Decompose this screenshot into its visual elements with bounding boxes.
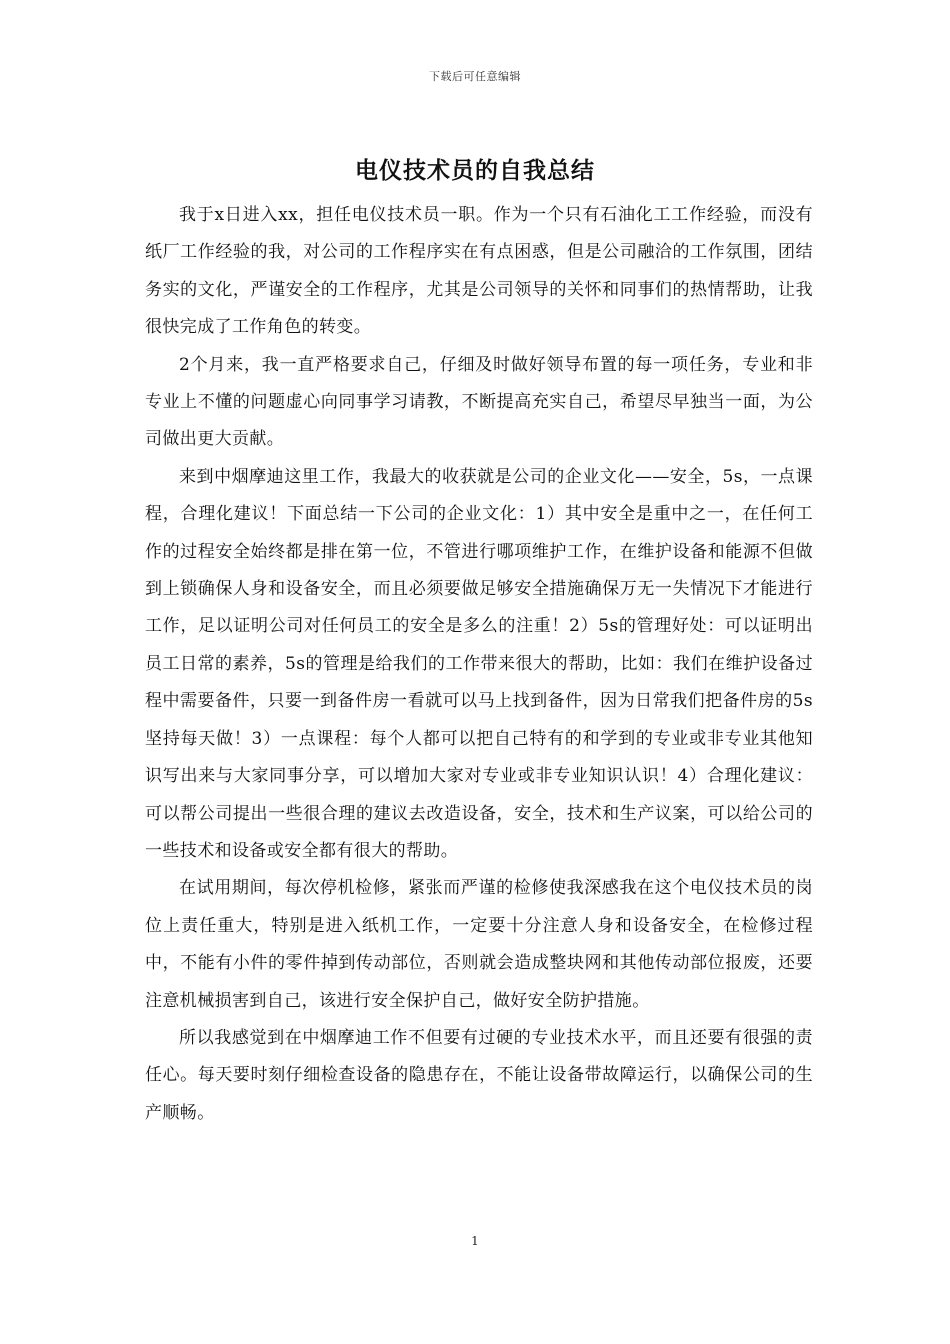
page-header: 下载后可任意编辑	[429, 70, 521, 83]
document-title: 电仪技术员的自我总结	[355, 158, 595, 184]
paragraph-2: 2个月来，我一直严格要求自己，仔细及时做好领导布置的每一项任务，专业和非专业上不懂的问题虚心向同事学习请教，不断提高充实自己，希望尽早独当一面，为公司做出更大贡献。	[145, 354, 813, 450]
paragraph-5: 所以我感觉到在中烟摩迪工作不但要有过硬的专业技术水平，而且还要有很强的责任心。每天要时刻仔细检查设备的隐患存在，不能让设备带故障运行，以确保公司的生产顺畅。	[145, 1027, 813, 1123]
page-number: 1	[471, 1234, 479, 1248]
paragraph-4: 在试用期间，每次停机检修，紧张而严谨的检修使我深感我在这个电仪技术员的岗位上责任重大，特别是进入纸机工作，一定要十分注意人身和设备安全，在检修过程中，不能有小件的零件掉到传动部位，否则就会造成整块网和其他传动部位报废，还要注意机械损害到自己，该进行安全保护自己，做好安全防护措施。	[145, 878, 813, 1011]
paragraph-3: 来到中烟摩迪这里工作，我最大的收获就是公司的企业文化——安全，5s，一点课程，合理化建议！下面总结一下公司的企业文化：1）其中安全是重中之一，在任何工作的过程安全始终都是排在第一位，不管进行哪项维护工作，在维护设备和能源不但做到上锁确保人身和设备安全，而且必须要做足够安全措施确保万无一失情况下才能进行工作，足以证明公司对任何员工的安全是多么的注重！2）5s的管理好处：可以证明出员工日常的素养，5s的管理是给我们的工作带来很大的帮助，比如：我们在维护设备过程中需要备件，只要一到备件房一看就可以马上找到备件，因为日常我们把备件房的5s坚持每天做！3）一点课程：每个人都可以把自己特有的和学到的专业或非专业其他知识写出来与大家同事分享，可以增加大家对专业或非专业知识认识！4）合理化建议：可以帮公司提出一些很合理的建议去改造设备，安全，技术和生产议案，可以给公司的一些技术和设备或安全都有很大的帮助。	[145, 466, 813, 861]
paragraph-1: 我于x日进入xx，担任电仪技术员一职。作为一个只有石油化工工作经验，而没有纸厂工作经验的我，对公司的工作程序实在有点困惑，但是公司融洽的工作氛围，团结务实的文化，严谨安全的工作程序，尤其是公司领导的关怀和同事们的热情帮助，让我很快完成了工作角色的转变。	[145, 205, 813, 338]
document-body	[145, 197, 813, 1132]
